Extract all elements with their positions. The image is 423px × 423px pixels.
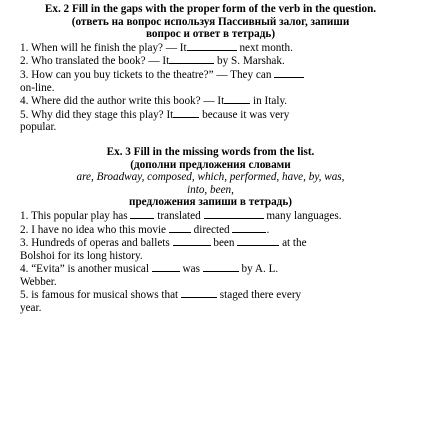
ex2-item-1-question: 1. When will he finish the play? — It <box>20 41 187 54</box>
ex2-item-4 <box>20 94 401 108</box>
ex2-item-4-question: 4. Where did the author write this book? — It <box>20 95 225 108</box>
gap-blank <box>204 209 264 219</box>
ex3-s3-part-b: been <box>213 237 235 250</box>
ex3-s2-part-a: 2. I have no idea who this movie <box>20 223 167 236</box>
ex3-sentence-4-cont: Webber. <box>20 275 57 288</box>
ex2-item-3-question: 3. How can you buy tickets to the theatre?” — They can <box>20 68 272 81</box>
gap-blank <box>173 236 211 246</box>
ex3-title: Ex. 3 Fill in the missing words from the list. <box>106 145 315 158</box>
ex2-item-3 <box>20 68 401 82</box>
ex2-instruction-line-2: вопрос и ответ в тетрадь) <box>145 28 276 41</box>
ex2-item-2 <box>20 54 401 68</box>
ex2-item-3-cont: on-line. <box>20 81 55 94</box>
ex3-instruction-line-1: (дополни предложения словами <box>130 158 291 171</box>
ex2-item-5-cont: popular. <box>20 121 57 134</box>
gap-blank <box>237 236 279 246</box>
ex3-s3-part-c: at the <box>282 237 307 250</box>
ex3-sentence-3 <box>20 236 401 250</box>
ex3-s2-part-b: directed <box>193 223 230 236</box>
ex3-sentence-1 <box>20 209 401 223</box>
gap-blank <box>203 262 239 272</box>
ex3-s1-part-b: translated <box>157 209 201 222</box>
gap-blank <box>169 54 214 64</box>
ex3-s4-part-c: by A. L. <box>241 263 279 276</box>
ex2-item-4-tail: in Italy. <box>253 95 288 108</box>
ex3-s1-part-a: 1. This popular play has <box>20 209 128 222</box>
gap-blank <box>152 262 180 272</box>
ex3-s5-part-a: 5. is famous for musical shows that <box>20 289 179 302</box>
ex2-heading <box>20 3 401 16</box>
ex2-item-5-question: 5. Why did they stage this play? It <box>20 108 174 121</box>
ex2-item-1 <box>20 41 401 55</box>
ex3-s3-part-a: 3. Hundreds of operas and ballets <box>20 237 170 250</box>
ex2-item-5-tail: because it was very <box>202 108 290 121</box>
gap-blank <box>181 288 217 298</box>
ex2-title-text: Fill in the gaps with the proper form of the verb in the question. <box>71 3 377 15</box>
ex3-s4-part-a: 4. “Evita” is another musical <box>20 263 149 276</box>
gap-blank <box>224 94 250 104</box>
ex2-item-5 <box>20 108 401 122</box>
gap-blank <box>187 41 237 51</box>
ex3-sentence-5-cont: year. <box>20 302 42 315</box>
gap-blank <box>169 223 191 233</box>
ex2-item-2-tail: by S. Marshak. <box>217 55 285 68</box>
ex3-word-list-line-2: into, been, <box>187 183 234 196</box>
ex3-s4-part-b: was <box>182 263 200 276</box>
ex3-sentence-5 <box>20 288 401 302</box>
ex3-s5-part-b: staged there every <box>219 289 302 302</box>
ex3-word-list-line-1: are, Broadway, composed, which, performed, have, by, was, <box>76 171 345 184</box>
ex3-sentence-4 <box>20 262 401 276</box>
gap-blank <box>232 223 266 233</box>
gap-blank <box>130 209 154 219</box>
ex3-s1-part-c: many languages. <box>266 209 342 222</box>
gap-blank <box>173 108 199 118</box>
ex3-sentence-3-cont: Bolshoi for its long history. <box>20 249 143 262</box>
ex3-instruction-line-2: предложения запиши в тетрадь) <box>129 196 292 209</box>
ex2-item-2-question: 2. Who translated the book? — It <box>20 55 170 68</box>
ex3-sentence-2 <box>20 223 401 237</box>
gap-blank <box>274 68 304 78</box>
ex2-item-1-tail: next month. <box>239 41 293 54</box>
ex3-s2-part-c: . <box>266 223 270 236</box>
ex2-instruction-line-1: (ответь на вопрос используя Пассивный залог, запиши <box>71 15 350 28</box>
ex2-title-number: Ex. 2 <box>44 3 70 15</box>
